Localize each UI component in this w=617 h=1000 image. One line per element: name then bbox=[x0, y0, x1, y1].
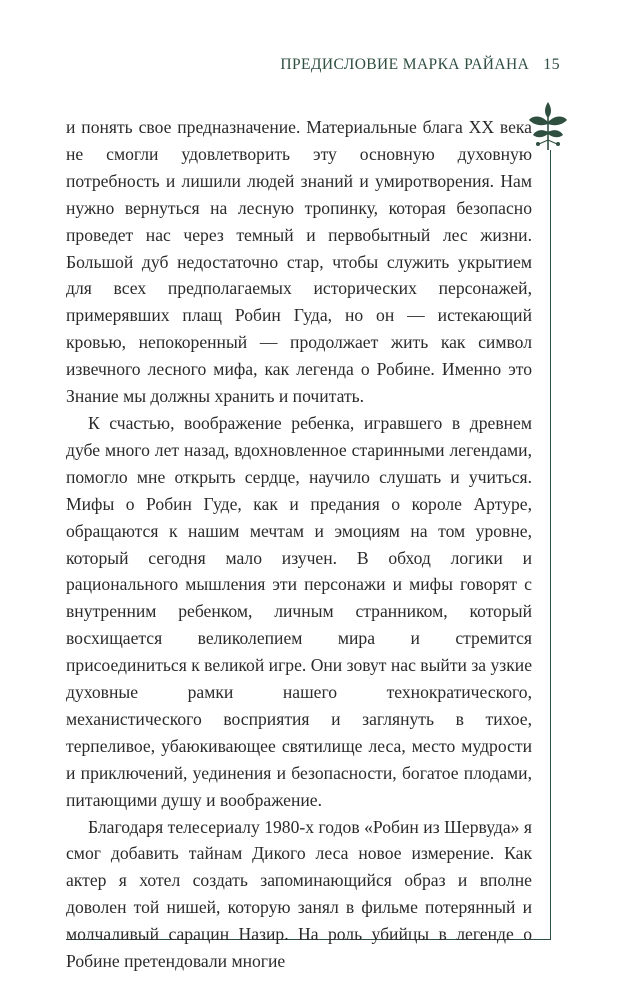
leaf-ornament-icon bbox=[526, 100, 570, 152]
main-text bbox=[66, 114, 532, 975]
page-number: 15 bbox=[543, 56, 560, 73]
chapter-title: ПРЕДИСЛОВИЕ МАРКА РАЙАНА bbox=[280, 56, 530, 73]
paragraph-3: Благодаря телесериалу 1980-х годов «Робин из Шервуда» я смог добавить тайнам Дикого леса новое измерение. Как актер я хотел создать запоминающийся образ и вполне доволен той нишей, которую занял в фильме потерянный и молчаливый сарацин Назир. На роль убийцы в легенде о Робине претендовали многие bbox=[66, 816, 532, 972]
paragraph-1: и понять свое предназначение. Материальные блага XX века не смогли удовлетворить эту основную духовную потребность и лишили людей знаний и умиротворения. Нам нужно вернуться на лесную тропинку, которая безопасно проведет нас через темный и первобытный лес жизни. Большой дуб недостаточно стар, чтобы служить укрытием для всех предполагаемых исторических персонажей, примерявших плащ Робин Гуда, но он — истекающий кровью, непокоренный — продолжает жить как символ извечного лесного мифа, как легенда о Робине. Именно это Знание мы должны хранить и почитать. bbox=[66, 117, 532, 407]
paragraph-2: К счастью, воображение ребенка, игравшего в древнем дубе много лет назад, вдохновленное старинными легендами, помогло мне открыть сердце, научило слушать и учиться. Мифы о Робин Гуде, как и предания о короле Артуре, обращаются к нашим мечтам и эмоциям на том уровне, который сегодня мало изучен. В обход логики и рационального мышления эти персонажи и мифы говорят с внутренним ребенком, личным странником, который восхищается великолепием мира и стремится присоединиться к великой игре. Они зовут нас выйти за узкие духовные рамки нашего технократического, механистического восприятия и заглянуть в тихое, терпеливое, убаюкивающее святилище леса, место мудрости и приключений, уединения и безопасности, богатое плодами, питающими душу и воображение. bbox=[66, 412, 533, 810]
frame-right-line bbox=[550, 150, 551, 940]
running-header bbox=[0, 56, 560, 74]
